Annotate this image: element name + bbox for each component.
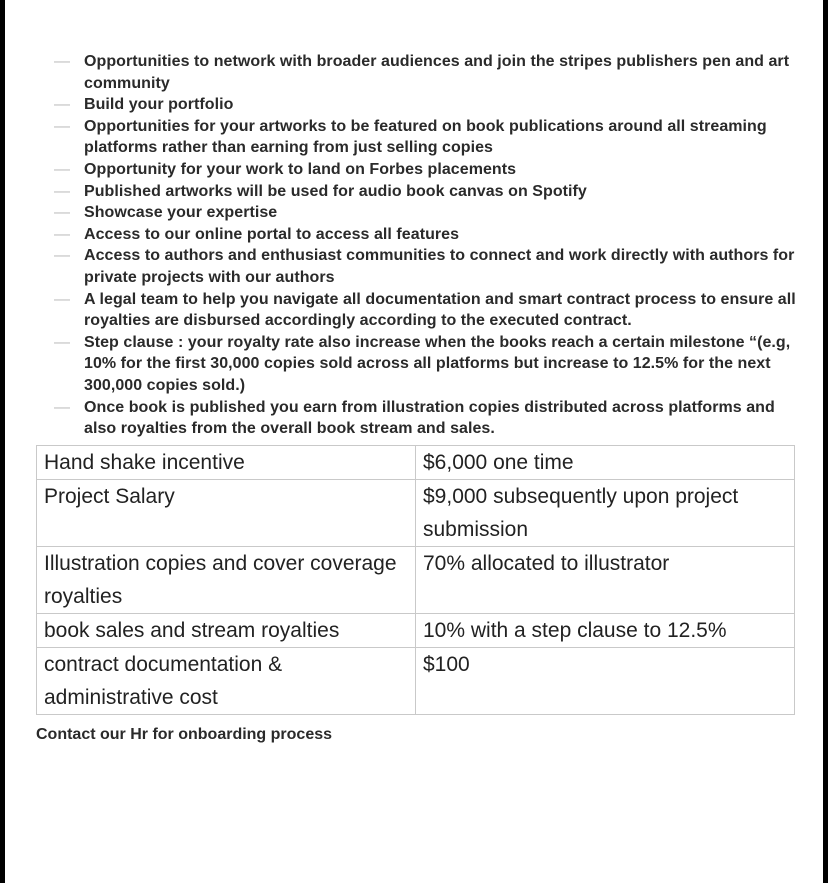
dash-bullet-icon: — bbox=[54, 333, 71, 351]
table-cell-item: Hand shake incentive bbox=[37, 446, 416, 480]
table-row bbox=[37, 480, 795, 547]
list-item-text: Access to authors and enthusiast communities to connect and work directly with authors for private projects with our authors bbox=[84, 247, 795, 286]
table-cell-item: Illustration copies and cover coverage royalties bbox=[37, 547, 416, 614]
list-item bbox=[40, 332, 800, 397]
table-cell-value: $6,000 one time bbox=[416, 446, 795, 480]
dash-bullet-icon: — bbox=[54, 182, 71, 200]
list-item-text: Access to our online portal to access all features bbox=[84, 225, 460, 243]
table-cell-item: contract documentation & administrative cost bbox=[37, 648, 416, 715]
table-cell-value: $100 bbox=[416, 648, 795, 715]
dash-bullet-icon: — bbox=[54, 225, 71, 243]
list-item bbox=[40, 51, 800, 94]
list-item-text: Opportunities to network with broader audiences and join the stripes publishers pen and art community bbox=[84, 53, 790, 92]
dash-bullet-icon: — bbox=[54, 290, 71, 308]
list-item-text: Once book is published you earn from illustration copies distributed across platforms and also royalties from the overall book stream and sales. bbox=[84, 398, 775, 438]
dash-bullet-icon: — bbox=[54, 247, 71, 265]
dash-bullet-icon: — bbox=[54, 96, 71, 114]
list-item bbox=[40, 181, 800, 203]
list-item bbox=[40, 245, 800, 288]
list-item-text: Showcase your expertise bbox=[84, 204, 278, 222]
left-edge-border bbox=[0, 0, 5, 883]
list-item bbox=[40, 116, 800, 159]
right-edge-border bbox=[823, 0, 828, 883]
table-row bbox=[37, 648, 795, 715]
compensation-table bbox=[36, 445, 795, 715]
dash-bullet-icon: — bbox=[54, 53, 71, 70]
table-cell-value: $9,000 subsequently upon project submission bbox=[416, 480, 795, 547]
list-item-text: Published artworks will be used for audio book canvas on Spotify bbox=[84, 182, 587, 200]
list-item-text: Build your portfolio bbox=[84, 96, 234, 114]
table-row bbox=[37, 446, 795, 480]
table-row bbox=[37, 614, 795, 648]
list-item bbox=[40, 397, 800, 440]
onboarding-note: Contact our Hr for onboarding process bbox=[36, 726, 333, 743]
table-cell-value: 70% allocated to illustrator bbox=[416, 547, 795, 614]
table-cell-item: Project Salary bbox=[37, 480, 416, 547]
dash-bullet-icon: — bbox=[54, 117, 71, 135]
list-item bbox=[40, 159, 800, 181]
dash-bullet-icon: — bbox=[54, 204, 71, 222]
list-item bbox=[40, 94, 800, 116]
list-item bbox=[40, 224, 800, 246]
dash-bullet-icon: — bbox=[54, 398, 71, 416]
list-item-text: Opportunities for your artworks to be featured on book publications around all streaming platforms rather than earning from just selling copies bbox=[84, 117, 767, 157]
list-item bbox=[40, 289, 800, 332]
dash-bullet-icon: — bbox=[54, 160, 71, 178]
list-item bbox=[40, 202, 800, 224]
table-row bbox=[37, 547, 795, 614]
list-item-text: A legal team to help you navigate all documentation and smart contract process to ensure all royalties are disbursed accordingly according to the executed contract. bbox=[84, 290, 796, 330]
table-cell-value: 10% with a step clause to 12.5% bbox=[416, 614, 795, 648]
benefits-list bbox=[40, 51, 800, 440]
table-cell-item: book sales and stream royalties bbox=[37, 614, 416, 648]
list-item-text: Step clause : your royalty rate also increase when the books reach a certain milestone “(e.g, 10% for the first 30,000 copies sold across all platforms but increase to 12.5% for the next 300,000 copies sold.) bbox=[84, 333, 791, 394]
list-item-text: Opportunity for your work to land on Forbes placements bbox=[84, 160, 517, 178]
